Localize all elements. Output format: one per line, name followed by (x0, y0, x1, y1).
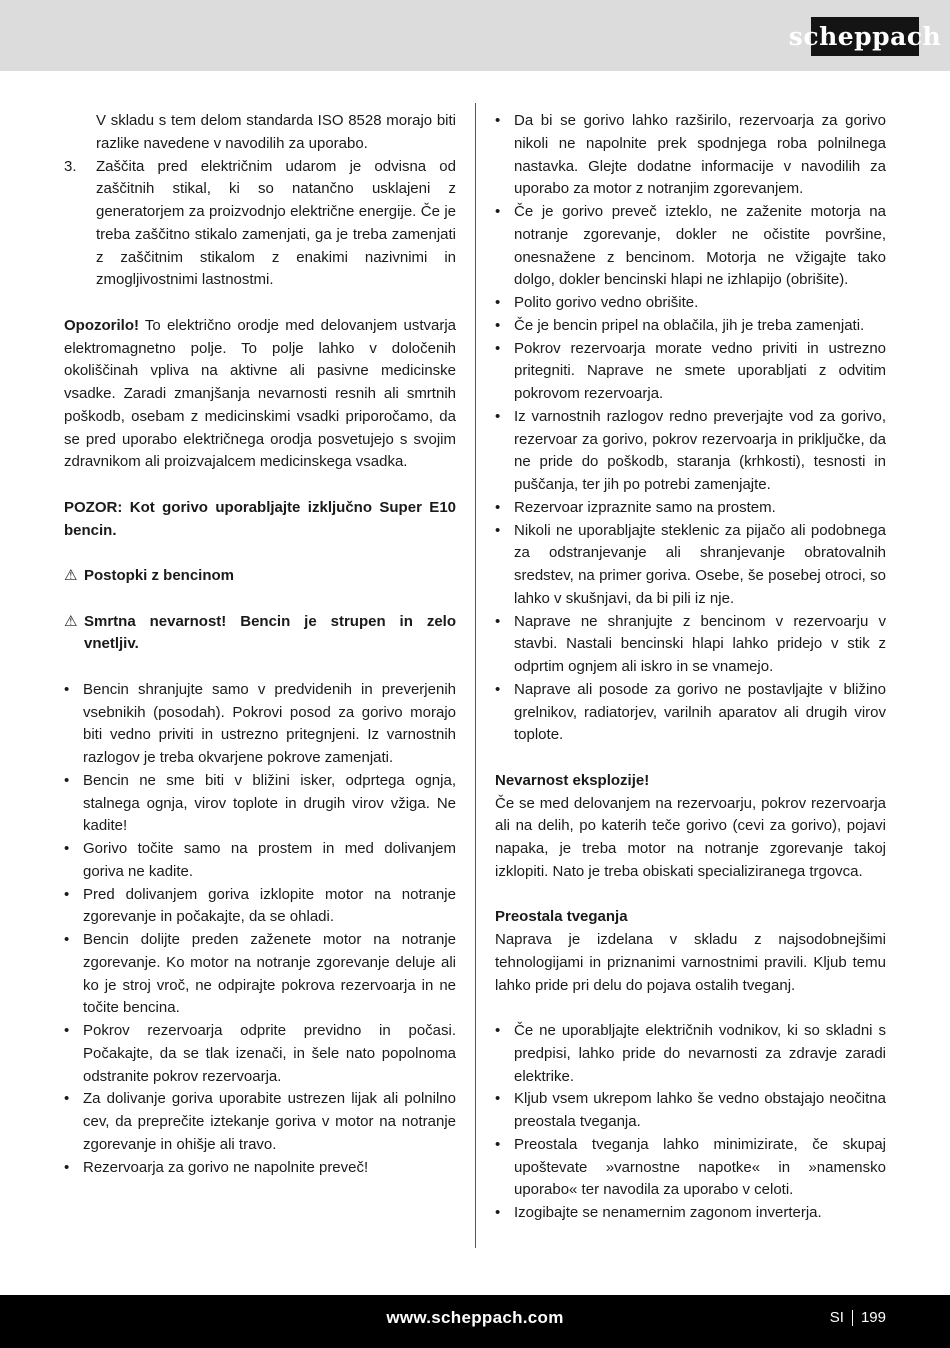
list-item: • Naprave ne shranjujte z bencinom v rezervoarju v stavbi. Nastali bencinski hlapi lahko pridejo v stik z odprtim ognjem ali iskro in se vnamejo. (495, 611, 886, 679)
left-column (64, 110, 456, 1179)
warning-paragraph (64, 315, 456, 474)
list-item: • Če je bencin pripel na oblačila, jih je treba zamenjati. (495, 315, 886, 338)
residual-risks-paragraph: Naprava je izdelana v skladu z najsodobnejšimi tehnologijami in priznanimi varnostnimi pravili. Kljub temu lahko pride pri delu do pojava ostalih tveganj. (495, 931, 886, 994)
list-item: • Iz varnostnih razlogov redno preverjajte vod za gorivo, rezervoar za gorivo, pokrov rezervoarja in priključke, da ne pride do poškodb, staranja (krhkosti), tesnosti in puščanja, ter jih po potrebi zamenjajte. (495, 406, 886, 497)
residual-bullet-list (495, 1020, 886, 1225)
item-text: Zaščita pred električnim udarom je odvisna od zaščitnih stikal, ki so natančno usklajeni z generatorjem za proizvodnjo električne energije. Če je treba zaščitno stikalo zamenjati, ga je treba zamenjati z zaščitnim stikalom z enakimi nazivnimi in zmogljivostnimi lastnostmi. (96, 157, 456, 289)
list-item: • Rezervoar izpraznite samo na prostem. (495, 497, 886, 520)
petrol-bullet-list (64, 679, 456, 1180)
warning-text: To električno orodje med delovanjem ustvarja elektromagnetno polje. To polje lahko v določenih okoliščinah vpliva na aktivne ali pasivne medicinske vsadke. Zaradi zmanjšanja nevarnosti resnih ali smrtnih poškodb, osebam z medicinskimi vsadki priporočamo, da se pred uporabo električnega orodja posvetujejo s svojim zdravnikom ali proizvajalcem medicinskega vsadka. (64, 316, 456, 471)
explosion-paragraph: Če se med delovanjem na rezervoarju, pokrov rezervoarja ali na delih, po katerih teče gorivo (cevi za gorivo), pojavi napaka, je treba motor na notranje zgorevanje takoj izklopiti. Nato je treba obiskati specializiranega trgovca. (495, 794, 886, 880)
column-divider (475, 103, 476, 1248)
list-item: • Bencin shranjujte samo v predvidenih in preverjenih vsebnikih (posodah). Pokrovi posod za gorivo morajo biti vedno priviti in ustrezno pritegnjeni. Iz varnostnih razlogov je treba okvarjene pokrove zamenjati. (64, 679, 456, 770)
page-number (830, 1309, 886, 1326)
warning-triangle-icon: ⚠ (64, 567, 78, 584)
right-column (495, 110, 886, 1225)
list-item: • Nikoli ne uporabljajte steklenic za pijačo ali podobnega za odstranjevanje ali shranjevanje obratovalnih sredstev, na primer goriva. Osebe, še posebej otroci, so lahko v skušnjavi, da bi pili iz nje. (495, 520, 886, 611)
page-separator (852, 1310, 853, 1326)
list-item: • Pokrov rezervoarja odprite previdno in počasi. Počakajte, da se tlak izenači, in šele nato popolnoma odstranite pokrov rezervoarja. (64, 1020, 456, 1088)
list-item: • Če je gorivo preveč izteklo, ne zaženite motorja na notranje zgorevanje, dokler ne očistite površine, onesnažene z bencinom. Motorja ne vžigajte tako dolgo, dokler bencinski hlapi ne izhlapijo (obrišite). (495, 201, 886, 292)
list-item: • Da bi se gorivo lahko razširilo, rezervoarja za gorivo nikoli ne napolnite prek spodnjega roba polnilnega nastavka. Glejte dodatne informacije v navodilih za uporabo za motor z notranjim zgorevanjem. (495, 110, 886, 201)
list-item: • Kljub vsem ukrepom lahko še vedno obstajajo neočitna preostala tveganja. (495, 1088, 886, 1134)
list-item: • Izogibajte se nenamernim zagonom inverterja. (495, 1202, 886, 1225)
explosion-heading: Nevarnost eksplozije! (495, 771, 650, 789)
list-item: • Gorivo točite samo na prostem in med dolivanjem goriva ne kadite. (64, 838, 456, 884)
petrol-heading (64, 565, 456, 588)
list-item: • Polito gorivo vedno obrišite. (495, 292, 886, 315)
list-item: • Bencin ne sme biti v bližini isker, odprtega ognja, stalnega ognja, virov toplote in drugih virov vžiga. Ne kadite! (64, 770, 456, 838)
danger-notice (64, 611, 456, 657)
petrol-heading-text: Postopki z bencinom (84, 567, 235, 584)
list-item: • Pred dolivanjem goriva izklopite motor na notranje zgorevanje in počakajte, da se ohladi. (64, 884, 456, 930)
list-item: • Bencin dolijte preden zaženete motor na notranje zgorevanje. Ko motor na notranje zgorevanje deluje ali ko je stroj vroč, ne odpirajte pokrova rezervoarja in ne točite bencina. (64, 929, 456, 1020)
list-item: • Če ne uporabljajte električnih vodnikov, ki so skladni s predpisi, lahko pride do nevarnosti za zdravje zaradi elektrike. (495, 1020, 886, 1088)
warning-triangle-icon: ⚠ (64, 612, 78, 630)
fuel-bullet-list (495, 110, 886, 747)
list-item: • Rezervoarja za gorivo ne napolnite preveč! (64, 1157, 456, 1180)
numbered-item-3 (64, 156, 456, 293)
list-item: • Pokrov rezervoarja morate vedno priviti in ustrezno pritegniti. Naprave ne smete uporabljati z odvitim pokrovom rezervoarja. (495, 338, 886, 406)
warning-label: Opozorilo! (64, 316, 139, 334)
language-code: SI (829, 1309, 844, 1326)
scheppach-logo: scheppach (811, 17, 919, 56)
list-item: • Za dolivanje goriva uporabite ustrezen lijak ali polnilno cev, da preprečite iztekanje goriva v motor na notranje zgorevanje in ohišje ali travo. (64, 1088, 456, 1156)
pozor-notice: POZOR: Kot gorivo uporabljajte izključno Super E10 bencin. (64, 498, 456, 539)
item-number: 3. (64, 157, 77, 175)
intro-continuation: V skladu s tem delom standarda ISO 8528 morajo biti razlike navedene v navodilih za uporabo. (96, 112, 456, 152)
page-number-value: 199 (860, 1309, 886, 1326)
list-item: • Preostala tveganja lahko minimizirate, če skupaj upoštevate »varnostne napotke« in »namensko uporabo« ter navodila za uporabo v celoti. (495, 1134, 886, 1202)
residual-risks-heading: Preostala tveganja (495, 908, 628, 926)
list-item: • Naprave ali posode za gorivo ne postavljajte v bližino grelnikov, radiatorjev, varilnih aparatov ali drugih virov toplote. (495, 679, 886, 747)
footer-website-link[interactable]: www.scheppach.com (386, 1308, 564, 1327)
danger-text: Smrtna nevarnost! Bencin je strupen in zelo vnetljiv. (84, 612, 456, 653)
